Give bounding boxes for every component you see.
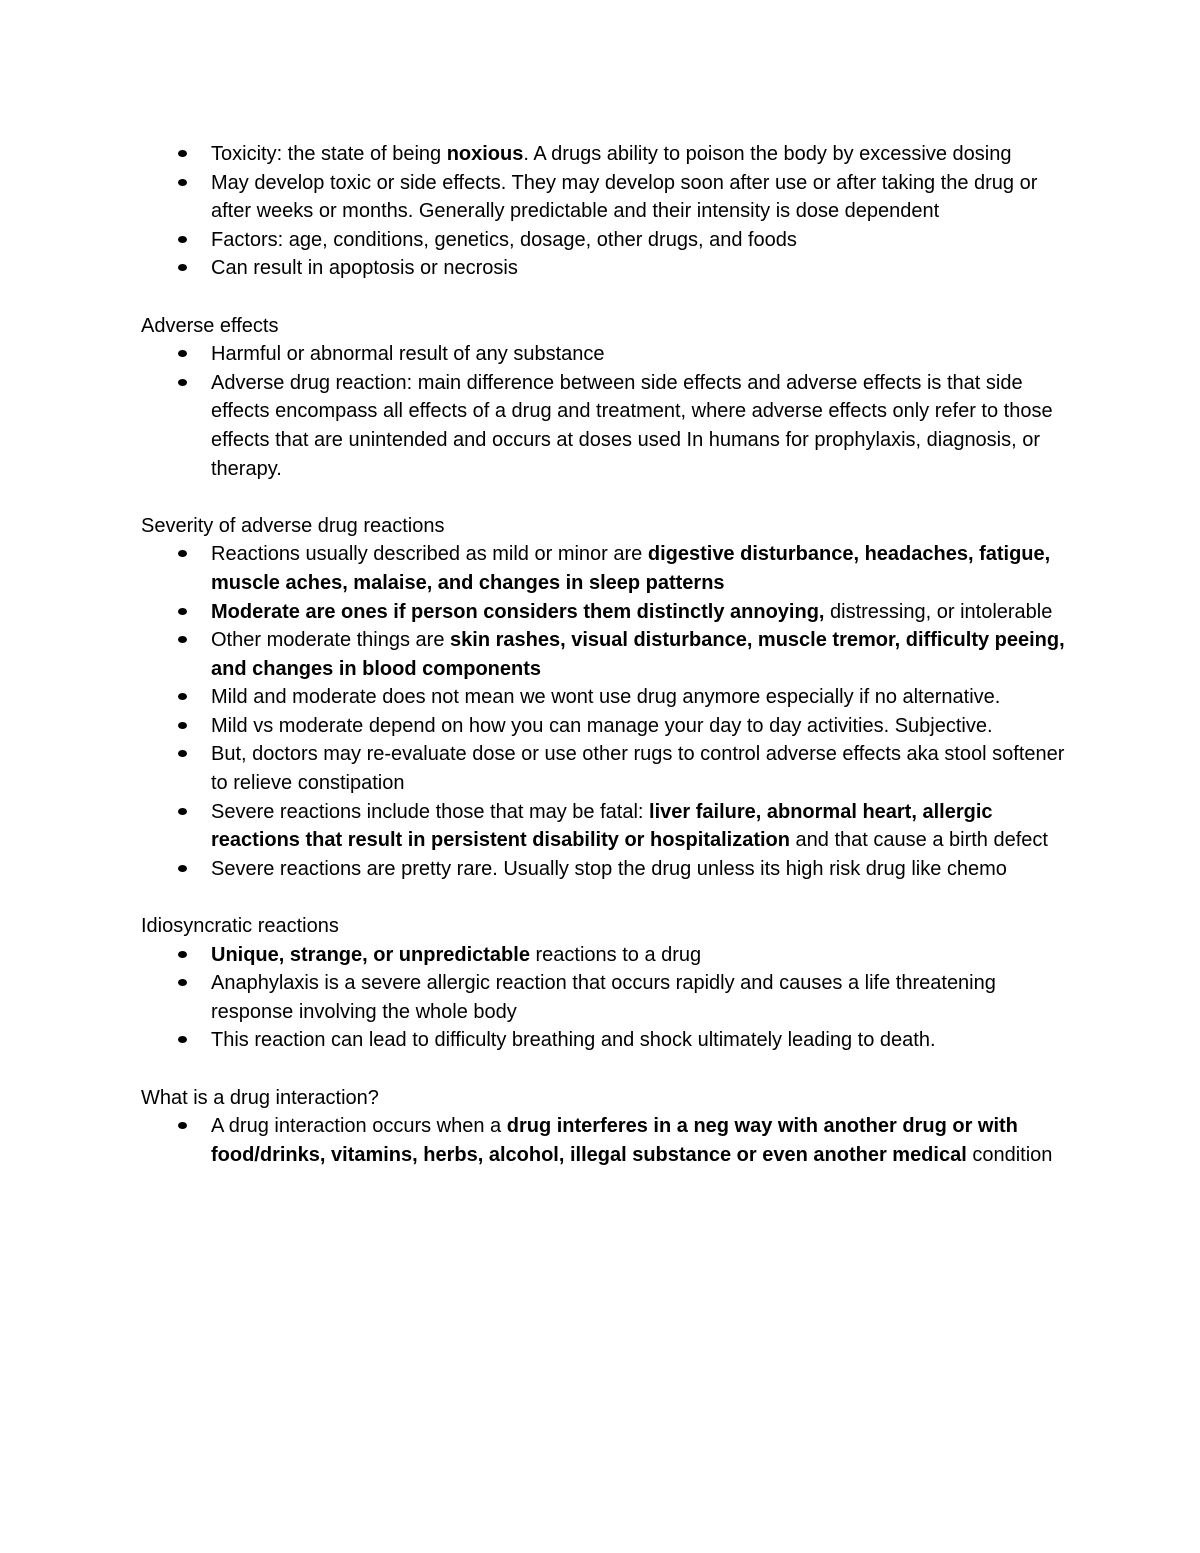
text-run: Anaphylaxis is a severe allergic reaction that occurs rapidly and causes a life threatening response involving the whole body	[211, 972, 996, 1023]
document-body	[141, 140, 1066, 1169]
bullet-icon	[178, 608, 187, 615]
bullet-icon	[178, 150, 187, 157]
list-item	[141, 1112, 1066, 1169]
text-run: A drug interaction occurs when a	[211, 1115, 507, 1138]
text-run: Severe reactions include those that may be fatal:	[211, 800, 650, 823]
list-item	[141, 740, 1066, 797]
text-run: Can result in apoptosis or necrosis	[211, 257, 518, 280]
section	[141, 140, 1066, 283]
text-run: Mild vs moderate depend on how you can manage your day to day activities. Subjective.	[211, 714, 993, 737]
bullet-icon	[178, 865, 187, 872]
list-item	[141, 712, 1066, 741]
text-run: Factors: age, conditions, genetics, dosage, other drugs, and foods	[211, 228, 797, 251]
bullet-list	[141, 941, 1066, 1055]
bullet-icon	[178, 951, 187, 958]
text-run: Other moderate things are	[211, 629, 451, 652]
bullet-icon	[178, 550, 187, 557]
list-item	[141, 969, 1066, 1026]
bold-text: skin rashes, visual disturbance, muscle tremor, difficulty peeing, and changes in blood components	[211, 629, 1065, 680]
text-run: Mild and moderate does not mean we wont use drug anymore especially if no alternative.	[211, 686, 1001, 709]
text-run: . A drugs ability to poison the body by excessive dosing	[523, 143, 1012, 165]
list-item	[141, 254, 1066, 283]
bullet-list	[141, 1112, 1066, 1169]
section	[141, 912, 1066, 1055]
bullet-icon	[178, 179, 187, 186]
bullet-icon	[178, 979, 187, 986]
text-run: May develop toxic or side effects. They may develop soon after use or after taking the drug or after weeks or months. Generally predictable and their intensity is dose dependent	[211, 171, 1038, 223]
bullet-icon	[178, 693, 187, 700]
section-heading: Severity of adverse drug reactions	[141, 514, 445, 537]
bullet-icon	[178, 379, 187, 386]
bold-text: drug interferes in a neg way with another drug or with food/drinks, vitamins, herbs, alcohol, illegal substance or even another medical	[211, 1115, 1018, 1166]
list-item	[141, 626, 1066, 683]
section	[141, 312, 1066, 484]
bullet-icon	[178, 236, 187, 243]
list-item	[141, 941, 1066, 970]
section-heading: Idiosyncratic reactions	[141, 915, 339, 938]
bullet-icon	[178, 264, 187, 271]
bullet-list	[141, 140, 1066, 283]
bullet-list	[141, 540, 1066, 883]
bullet-icon	[178, 750, 187, 757]
text-run: Severe reactions are pretty rare. Usually stop the drug unless its high risk drug like chemo	[211, 857, 1007, 880]
text-run: But, doctors may re-evaluate dose or use other rugs to control adverse effects aka stool softener to relieve constipation	[211, 743, 1065, 795]
bullet-icon	[178, 722, 187, 729]
list-item	[141, 140, 1066, 169]
bullet-icon	[178, 1122, 187, 1129]
text-run: Harmful or abnormal result of any substance	[211, 343, 605, 366]
list-item	[141, 226, 1066, 255]
text-run: This reaction can lead to difficulty breathing and shock ultimately leading to death.	[211, 1029, 936, 1052]
text-run: condition	[966, 1143, 1053, 1166]
list-item	[141, 683, 1066, 712]
text-run: distressing, or intolerable	[824, 600, 1053, 623]
list-item	[141, 540, 1066, 597]
text-run: Reactions usually described as mild or minor are	[211, 543, 648, 566]
list-item	[141, 855, 1066, 884]
list-item	[141, 169, 1066, 226]
bold-text: liver failure, abnormal heart, allergic reactions that result in persistent disability or hospitalization	[211, 800, 993, 852]
list-item	[141, 598, 1066, 627]
bullet-list	[141, 340, 1066, 483]
bullet-icon	[178, 350, 187, 357]
list-item	[141, 1026, 1066, 1055]
bullet-icon	[178, 1036, 187, 1043]
bold-text: Unique, strange, or unpredictable	[211, 943, 530, 966]
section-heading: What is a drug interaction?	[141, 1086, 379, 1109]
list-item	[141, 369, 1066, 483]
section	[141, 512, 1066, 884]
section	[141, 1084, 1066, 1170]
text-run: Adverse drug reaction: main difference between side effects and adverse effects is that side effects encompass all effects of a drug and treatment, where adverse effects only refer to those effects that are unintended and occurs at doses used In humans for prophylaxis, diagnosis, or therapy.	[211, 371, 1053, 480]
list-item	[141, 798, 1066, 855]
list-item	[141, 340, 1066, 369]
bullet-icon	[178, 636, 187, 643]
bold-text: noxious	[446, 143, 524, 165]
text-run: Toxicity: the state of being	[211, 143, 447, 165]
text-run: and that cause a birth defect	[790, 829, 1048, 852]
bullet-icon	[178, 808, 187, 815]
text-run: reactions to a drug	[529, 943, 702, 966]
section-heading: Adverse effects	[141, 314, 279, 337]
bold-text: Moderate are ones if person considers them distinctly annoying,	[211, 600, 825, 623]
bold-text: digestive disturbance, headaches, fatigue, muscle aches, malaise, and changes in sleep patterns	[211, 543, 1051, 594]
